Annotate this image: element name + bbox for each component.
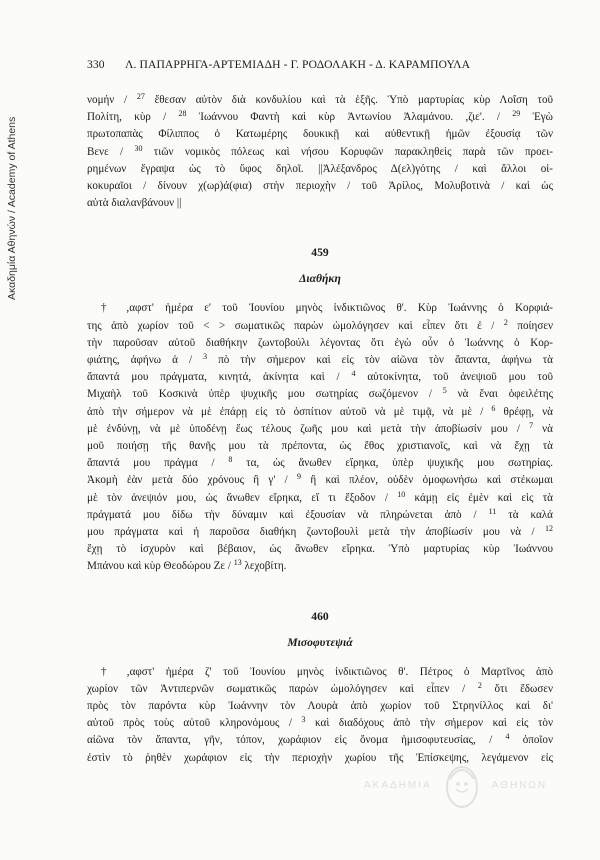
text-line: αἰῶνα τὸν ἅπαντα, γῆν, τόπον, χωράφιον εἰς ὄνομα ἡμισοφυτευσίας, / $^4$ ὁποῖον bbox=[87, 732, 553, 747]
text-line: της ἀπὸ χωρίον τοῦ < > σωματικῶς παρὼν ὡμολόγησεν καὶ εἶπεν ὅτι ἐ / $^2$ ποίησεν bbox=[87, 317, 553, 332]
text-line: μοῦ ποιήσῃ τῆς θανῆς μου τὰ πρέποντα, ὡς ἔθος χριστιανοῖς, καὶ νὰ ἔχῃ τὰ bbox=[87, 440, 553, 453]
text-line: ἅπαντά μου πράγμα / $^8$ τα, ὡς ἄνωθεν εἴρηκα, ὑπὲρ ψυχικῆς μου σωτηρίας. bbox=[87, 455, 553, 470]
text-line: νομήν / $^{27}$ ἔθεσαν αὐτὸν διὰ κονδυλίου καὶ τὰ ἑξῆς. Ὑπὸ μαρτυρίας κὺρ Λοΐση τοῦ bbox=[87, 92, 553, 106]
page-number: 330 bbox=[87, 58, 105, 71]
text-line: Μιχαὴλ τοῦ Κοσκινὰ ὑπὲρ ψυχικῆς μου σωτηρίας σωζόμενον / $^5$ νὰ ἔναι ὀφειλέτης bbox=[87, 386, 553, 401]
text-line: ἅπαντά μου πράγματα, κινητά, ἀκίνητα καὶ / $^4$ αὐτοκίνητα, τοῦ ἀνεψιοῦ μου τοῦ bbox=[87, 369, 553, 384]
text-line: αὐτὰ διαλανβάνουν || bbox=[87, 197, 182, 210]
document-title-460: Μισοφυτεψιά bbox=[287, 635, 353, 649]
text-line: Βενε / $^{30}$ τιῶν νομικὸς πόλεως καὶ νήσου Κορυφῶν παρακληθεὶς παρὰ τῶν προει- bbox=[87, 143, 553, 158]
text-line: μὲ ἐνδύνῃ, νὰ μὲ ὑποδένῃ ἕως τέλους ζωῆς μου καὶ μετὰ τὴν ἀποβίωσίν μου / $^7$ νὰ bbox=[87, 420, 553, 435]
text-line: Πολίτη, κὺρ / $^{28}$ Ἰωάννου Φαντὴ καὶ κὺρ Ἀντωνίου Ἀλαμάνου. ,ζιε'. / $^{29}$ Ἐγὼ bbox=[87, 109, 553, 124]
document-body-460 bbox=[87, 664, 553, 767]
text-line: τὴν παροῦσαν αὐτοῦ διαθήκην ζωντοβούλι λέγοντας ὅτι ἐγὼ οὖν ὁ Ἰωάννης ὁ Κορ- bbox=[87, 336, 553, 349]
watermark-left-text: ΑΚΑΔΗΜΙΑ bbox=[364, 779, 432, 791]
watermark-right-text: ΑΘΗΝΩΝ bbox=[491, 779, 548, 791]
text-line: Ἀκομὴ ἐὰν μετὰ δύο χρόνους ἢ γ' / $^9$ ἢ καὶ πλέον, οὐδὲν ὁμοφωνήσω καὶ στέκωμαι bbox=[87, 472, 553, 487]
page-content bbox=[87, 58, 553, 767]
text-line: ρημένων ἔγραψα ὡς τὸ ὕφος δηλοῖ. ||Ἀλέξανδρος Δ(ελ)γότης / καὶ ἄλλοι οἰ- bbox=[87, 162, 553, 175]
text-line: πρωτοπαπὰς Φίλιππος ὁ Κατωμέρης δουκικῇ καὶ αὐθεντικῇ ἡμῶν ἐξουσίᾳ τῶν bbox=[87, 128, 553, 141]
text-line: μὲ τὸν ἀνεψιόν μου, ὡς ἄνωθεν εἴρηκα, εἴ τι ἔξοδον / $^{10}$ κάμῃ εἰς ἐμὲν καὶ εἰς τὰ bbox=[87, 489, 553, 504]
text-line: μου πράγματα καὶ ἡ παροῦσα διαθήκη ζωντοβουλὶ μετὰ τὴν ἀποβίωσίν μου νὰ / $^{12}$ bbox=[87, 524, 553, 539]
text-line: Μπάνου καὶ κὺρ Θεοδώρου Ζε / $^{13}$ λεχοβίτη. bbox=[87, 558, 287, 573]
text-line: † ,αφστ' ἡμέρα ε' τοῦ Ἰουνίου μηνὸς ἰνδικτιῶνος θ'. Κὺρ Ἰωάννης ὁ Κορφιά- bbox=[101, 302, 553, 315]
text-line: πρὸς τὸν παρόντα κὺρ Ἰωάννην τὸν Λουρὰ ἀπὸ χωρίον τοῦ Στρηνίλλος καὶ δι' bbox=[87, 700, 553, 713]
text-line: ἐστὶν τὸ ῥηθὲν χωράφιον εἰς τὴν περιοχὴν χωρίου τῆς Ἐπίσκεψης, λεγάμενον εἰς bbox=[87, 751, 553, 764]
document-title-459: Διαθήκη bbox=[299, 272, 341, 286]
text-line: χωρίον τῶν Ἀντιπερνῶν σωματικῶς παρὼν ὡμολόγησεν καὶ εἶπεν / $^2$ ὅτι ἔδωσεν bbox=[87, 680, 553, 695]
document-body-459 bbox=[87, 300, 553, 575]
text-line: αὐτοῦ πρὸς τοὺς αὐτοῦ κληρονόμους / $^3$ καὶ διαδόχους ἀπὸ τὴν σήμερον καὶ εἰς τὸν bbox=[87, 715, 553, 730]
text-line: ἀπὸ τὴν σήμερον νὰ μὲ ἐπάρῃ εἰς τὸ ὁσπίτιον αὐτοῦ νὰ μὲ τιμᾷ, νὰ μὲ / $^6$ θρέφῃ, νὰ bbox=[87, 403, 553, 418]
text-line: † ,αφστ' ἡμέρα ζ' τοῦ Ἰουνίου μηνὸς ἰνδικτιῶνος θ'. Πέτρος ὁ Μαρτῖνος ἀπὸ bbox=[101, 665, 553, 678]
text-line: φιάτης, ἀφήνω ἀ / $^3$ πὸ τὴν σήμερον καὶ εἰς τὸν αἰῶνα τὸν ἅπαντα, ἀφήνω τὰ bbox=[87, 352, 553, 367]
running-header bbox=[87, 58, 553, 76]
archive-side-label: Ακαδημία Αθηνών / Academy of Athens bbox=[6, 116, 18, 300]
header-authors: Λ. ΠΑΠΑΡΡΗΓΑ-ΑΡΤΕΜΙΑΔΗ - Γ. ΡΟΔΟΛΑΚΗ - Δ. ΚΑΡΑΜΠΟΥΛΑ bbox=[125, 58, 471, 71]
text-line: πράγματά μου δίδω τὴν δύναμιν καὶ ἐξουσίαν νὰ πληρώνεται ἀπὸ / $^{11}$ τὰ καλά bbox=[87, 506, 553, 521]
continued-paragraph bbox=[87, 92, 553, 212]
document-number-460: 460 bbox=[311, 609, 329, 623]
text-line: κοκυραῖοι / δίνουν χ(ωρ)ά(φια) στὴν περιοχὴν / τοῦ Ἀρίλος, Μολυβοτινὰ / καὶ ὡς bbox=[87, 180, 553, 193]
text-line: ἔχῃ τὸ ἰσχυρὸν καὶ βέβαιον, ὡς ἄνωθεν εἴρηκα. Ὑπὸ μαρτυρίας κὺρ Ἰωάννου bbox=[87, 543, 553, 556]
document-number-459: 459 bbox=[311, 246, 329, 260]
